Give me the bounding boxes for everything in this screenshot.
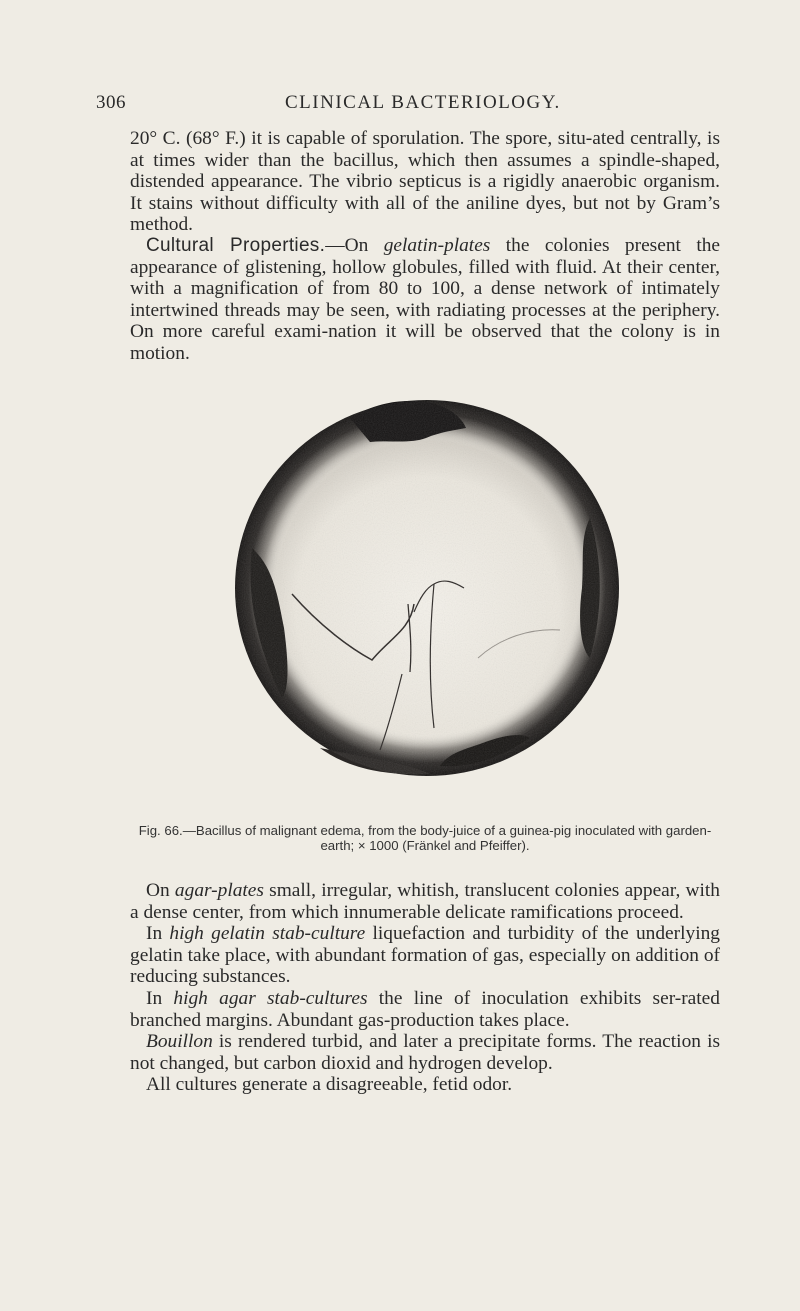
term-agar-plates: agar-plates — [174, 880, 264, 901]
paragraph-5-lead: In — [146, 987, 174, 1009]
page-number: 306 — [96, 92, 126, 113]
paragraph-2-dash: —On — [325, 235, 384, 256]
paragraph-odor: All cultures generate a disagreeable, fetid odor. — [146, 1074, 513, 1096]
figure-caption — [130, 823, 720, 853]
paragraph-2-text: the colonies present the appearance of glistening, hollow globules, filled with fluid. At their center, with a magnification of from 80 to 100, a dense network of intimately intertwined threads may be seen, with radiating processes at the periphery. On more careful exami-nation it will be observed that the colony is in motion. — [130, 235, 721, 364]
caption-text: Fig. 66.—Bacillus of malignant edema, from the body-juice of a guinea-pig inoculated with garden-earth; × 1000 (Fränkel and Pfeiffer). — [138, 823, 712, 853]
paragraph-3-lead: On — [146, 880, 175, 901]
cultural-properties-continued — [130, 880, 720, 1096]
page-header — [0, 92, 800, 122]
figure-66 — [230, 398, 625, 778]
paragraph-bouillon — [130, 1031, 720, 1074]
micrograph-colony-illustration-icon — [230, 398, 625, 778]
paragraph-6-text: is rendered turbid, and later a precipitate forms. The reaction is not changed, but carbon dioxid and hydrogen develop. — [130, 1031, 720, 1074]
paragraph-2 — [130, 235, 720, 365]
term-agar-stab-cultures: high agar stab-cultures — [173, 987, 368, 1009]
paragraph-1-text: 20° C. (68° F.) it is capable of sporulation. The spore, situ-ated centrally, is at times wider than the bacillus, which then assumes a spindle-shaped, distended appearance. The vibrio septicus is a rigidly anaerobic organism. It stains without difficulty with all of the aniline dyes, but not by Gram’s method. — [130, 128, 720, 236]
paragraph-4-text: liquefaction and turbidity of the underlying gelatin take place, with abundant formation of gas, especially on addition of reducing substances. — [130, 923, 720, 988]
section-heading: Cultural Properties. — [146, 235, 326, 256]
paragraph-3-text: small, irregular, whitish, translucent colonies appear, with a dense center, from which innumerable delicate ramifications proceed. — [130, 880, 721, 923]
paragraph-gelatin-stab — [130, 923, 720, 988]
term-gelatin-plates: gelatin-plates — [383, 235, 491, 256]
paragraph-agar-plates — [130, 880, 720, 923]
paragraph-5-text: the line of inoculation exhibits ser-rated branched margins. Abundant gas-production takes place. — [130, 987, 720, 1031]
term-gelatin-stab-culture: high gelatin stab-culture — [169, 923, 366, 945]
paragraph-4-lead: In — [146, 923, 170, 945]
term-bouillon: Bouillon — [146, 1031, 213, 1053]
paragraph-agar-stab — [130, 988, 720, 1031]
running-title: CLINICAL BACTERIOLOGY. — [285, 92, 561, 113]
paragraph-cultural-properties — [130, 235, 720, 365]
paragraph-sporulation — [130, 128, 720, 236]
